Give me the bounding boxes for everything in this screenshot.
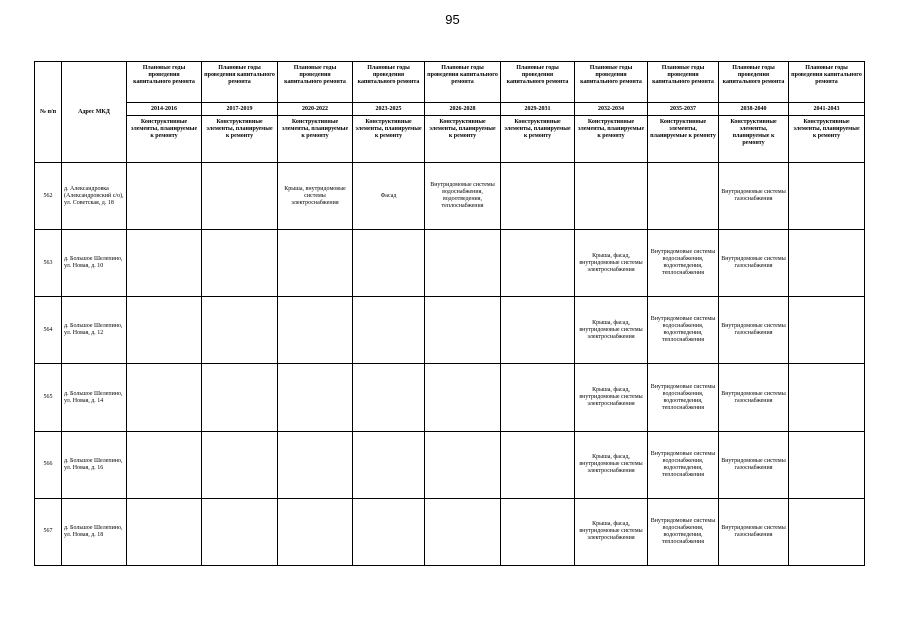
period-title: Плановые годы проведения капитального ремонта	[127, 62, 202, 103]
repair-elements-cell	[789, 431, 865, 498]
repair-elements-cell	[202, 364, 278, 431]
repair-elements-cell: Внутридомовые системы водоснабжения, водоотведения, теплоснабжения	[425, 163, 501, 230]
period-elements: Конструктивные элементы, планируемые к ремонту	[425, 116, 501, 163]
period-elements: Конструктивные элементы, планируемые к ремонту	[202, 116, 278, 163]
repair-elements-cell: Крыша, фасад, внутридомовые системы электроснабжения	[575, 297, 648, 364]
repair-elements-cell	[425, 431, 501, 498]
repair-elements-cell	[278, 498, 353, 565]
row-number: 562	[35, 163, 62, 230]
repair-elements-cell	[425, 230, 501, 297]
table-row	[35, 431, 865, 498]
period-title: Плановые годы проведения капитального ремонта	[501, 62, 575, 103]
repair-elements-cell: Внутридомовые системы водоснабжения, водоотведения, теплоснабжения	[648, 364, 719, 431]
period-years: 2032-2034	[575, 103, 648, 116]
period-elements: Конструктивные элементы, планируемые к ремонту	[575, 116, 648, 163]
page-number: 95	[445, 12, 460, 27]
period-elements: Конструктивные элементы, планируемые к ремонту	[501, 116, 575, 163]
period-elements: Конструктивные элементы, планируемые к ремонту	[278, 116, 353, 163]
repair-elements-cell	[501, 364, 575, 431]
period-title: Плановые годы проведения капитального ремонта	[575, 62, 648, 103]
repair-elements-cell	[425, 364, 501, 431]
table-row	[35, 230, 865, 297]
repair-elements-cell	[353, 297, 425, 364]
repair-elements-cell: Внутридомовые системы водоснабжения, водоотведения, теплоснабжения	[648, 230, 719, 297]
row-number: 565	[35, 364, 62, 431]
repair-elements-cell	[202, 230, 278, 297]
repair-elements-cell	[501, 230, 575, 297]
table-row	[35, 297, 865, 364]
repair-elements-cell	[789, 498, 865, 565]
repair-elements-cell	[278, 431, 353, 498]
column-header-address: Адрес МКД	[62, 62, 127, 163]
repair-elements-cell	[202, 163, 278, 230]
repair-schedule-table	[34, 61, 865, 566]
repair-elements-cell	[127, 364, 202, 431]
period-years: 2041-2043	[789, 103, 865, 116]
repair-elements-cell: Крыша, внутридомовые системы электроснабжения	[278, 163, 353, 230]
repair-elements-cell	[501, 431, 575, 498]
period-title: Плановые годы проведения капитального ремонта	[648, 62, 719, 103]
repair-elements-cell	[127, 230, 202, 297]
period-title: Плановые годы проведения капитального ремонта	[425, 62, 501, 103]
table-body	[35, 163, 865, 566]
repair-elements-cell	[501, 163, 575, 230]
repair-elements-cell	[789, 364, 865, 431]
header-row-titles	[35, 62, 865, 103]
repair-elements-cell	[127, 431, 202, 498]
period-elements: Конструктивные элементы, планируемые к ремонту	[353, 116, 425, 163]
repair-elements-cell: Фасад	[353, 163, 425, 230]
row-number: 566	[35, 431, 62, 498]
row-address: д. Большое Шелепино, ул. Новая, д. 10	[62, 230, 127, 297]
period-years: 2026-2028	[425, 103, 501, 116]
period-elements: Конструктивные элементы, планируемые к ремонту	[789, 116, 865, 163]
table-row	[35, 498, 865, 565]
period-years: 2038-2040	[719, 103, 789, 116]
repair-elements-cell	[425, 498, 501, 565]
row-address: д. Большое Шелепино, ул. Новая, д. 14	[62, 364, 127, 431]
row-address: д. Александровка (Александровский с/о), ул. Советская, д. 18	[62, 163, 127, 230]
period-years: 2023-2025	[353, 103, 425, 116]
row-address: д. Большое Шелепино, ул. Новая, д. 16	[62, 431, 127, 498]
period-years: 2029-2031	[501, 103, 575, 116]
repair-elements-cell	[501, 498, 575, 565]
repair-elements-cell: Крыша, фасад, внутридомовые системы электроснабжения	[575, 431, 648, 498]
repair-elements-cell: Крыша, фасад, внутридомовые системы электроснабжения	[575, 230, 648, 297]
repair-elements-cell: Внутридомовые системы газоснабжения	[719, 297, 789, 364]
repair-elements-cell: Внутридомовые системы газоснабжения	[719, 498, 789, 565]
header-row-years	[35, 103, 865, 116]
row-address: д. Большое Шелепино, ул. Новая, д. 12	[62, 297, 127, 364]
repair-elements-cell	[278, 230, 353, 297]
repair-elements-cell	[353, 364, 425, 431]
repair-elements-cell: Крыша, фасад, внутридомовые системы электроснабжения	[575, 498, 648, 565]
repair-elements-cell: Внутридомовые системы водоснабжения, водоотведения, теплоснабжения	[648, 297, 719, 364]
period-years: 2014-2016	[127, 103, 202, 116]
repair-elements-cell	[501, 297, 575, 364]
repair-elements-cell: Внутридомовые системы газоснабжения	[719, 364, 789, 431]
period-title: Плановые годы проведения капитального ремонта	[719, 62, 789, 103]
repair-elements-cell	[202, 297, 278, 364]
row-number: 564	[35, 297, 62, 364]
repair-elements-cell	[353, 230, 425, 297]
row-number: 563	[35, 230, 62, 297]
repair-elements-cell: Внутридомовые системы водоснабжения, водоотведения, теплоснабжения	[648, 498, 719, 565]
repair-elements-cell: Внутридомовые системы газоснабжения	[719, 230, 789, 297]
repair-elements-cell: Внутридомовые системы водоснабжения, водоотведения, теплоснабжения	[648, 431, 719, 498]
repair-elements-cell	[789, 163, 865, 230]
row-address: д. Большое Шелепино, ул. Новая, д. 18	[62, 498, 127, 565]
period-elements: Конструктивные элементы, планируемые к ремонту	[719, 116, 789, 163]
repair-elements-cell	[127, 498, 202, 565]
repair-elements-cell	[278, 297, 353, 364]
column-header-number: № п/п	[35, 62, 62, 163]
period-title: Плановые годы проведения капитального ремонта	[789, 62, 865, 103]
repair-elements-cell: Внутридомовые системы газоснабжения	[719, 163, 789, 230]
repair-elements-cell	[353, 431, 425, 498]
period-elements: Конструктивные элементы, планируемые к ремонту	[127, 116, 202, 163]
header-row-elements	[35, 116, 865, 163]
repair-elements-cell	[278, 364, 353, 431]
repair-elements-cell	[127, 163, 202, 230]
repair-elements-cell: Крыша, фасад, внутридомовые системы электроснабжения	[575, 364, 648, 431]
repair-elements-cell	[575, 163, 648, 230]
period-title: Плановые годы проведения капитального ремонта	[202, 62, 278, 103]
period-title: Плановые годы проведения капитального ремонта	[353, 62, 425, 103]
repair-elements-cell	[425, 297, 501, 364]
repair-elements-cell	[202, 498, 278, 565]
period-title: Плановые годы проведения капитального ремонта	[278, 62, 353, 103]
table-row	[35, 364, 865, 431]
repair-elements-cell	[648, 163, 719, 230]
table-row	[35, 163, 865, 230]
repair-elements-cell	[202, 431, 278, 498]
period-years: 2020-2022	[278, 103, 353, 116]
period-elements: Конструктивные элементы, планируемые к ремонту	[648, 116, 719, 163]
repair-elements-cell: Внутридомовые системы газоснабжения	[719, 431, 789, 498]
repair-elements-cell	[789, 297, 865, 364]
repair-elements-cell	[789, 230, 865, 297]
period-years: 2035-2037	[648, 103, 719, 116]
row-number: 567	[35, 498, 62, 565]
repair-elements-cell	[127, 297, 202, 364]
repair-elements-cell	[353, 498, 425, 565]
period-years: 2017-2019	[202, 103, 278, 116]
